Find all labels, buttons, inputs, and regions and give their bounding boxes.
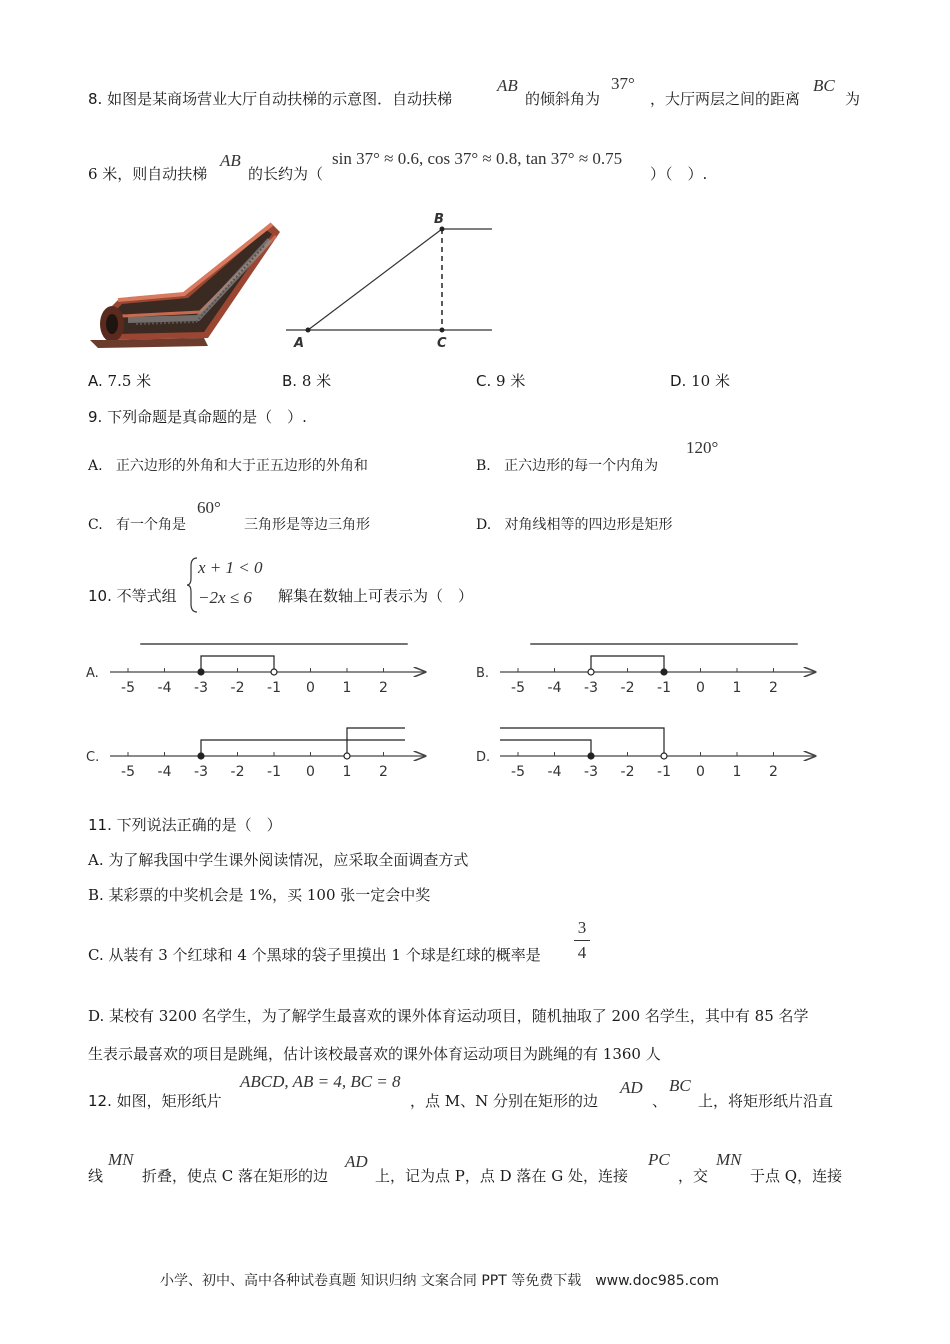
q12-math-ad: AD: [620, 1078, 643, 1097]
q12-math-ad: AD: [345, 1152, 368, 1171]
q12-text: 上，记为点 P，点 D 落在 G 处，连接: [375, 1167, 628, 1185]
inequality-2: −2x ≤ 6: [198, 588, 252, 607]
label-a: A: [294, 336, 305, 351]
q8-option-b[interactable]: B. 8 米: [282, 372, 332, 390]
number-line-letter[interactable]: A.: [86, 666, 99, 681]
tick-label: 1: [732, 764, 742, 780]
tick-label: 1: [732, 680, 742, 696]
q12-math-pc: PC: [648, 1150, 670, 1169]
tick-label: -3: [584, 680, 598, 696]
tick-label: 2: [379, 680, 388, 696]
label-b: B: [434, 212, 444, 227]
q11-number: 11.: [88, 816, 112, 834]
tick-label: 2: [379, 764, 388, 780]
q9-option-c-text: 三角形是等边三角形: [244, 517, 370, 533]
tick-label: -5: [121, 680, 135, 696]
q10-stem: 10. 不等式组: [88, 587, 177, 605]
q8-math-ab: AB: [497, 76, 518, 95]
q12-math-rect: ABCD, AB = 4, BC = 8: [240, 1072, 401, 1091]
q11-option-d-cont: 生表示最喜欢的项目是跳绳，估计该校最喜欢的课外体育运动项目为跳绳的有 1360 人: [88, 1045, 661, 1063]
q9-math-60: 60°: [197, 498, 221, 517]
point-a: [306, 328, 311, 333]
label-c: C: [437, 336, 447, 351]
q9-option-b[interactable]: B. 正六边形的每一个内角为: [476, 458, 659, 474]
number-line-b: [476, 644, 815, 696]
q12-number: 12.: [88, 1092, 112, 1110]
q10-number: 10.: [88, 587, 112, 605]
tick-label: 0: [306, 764, 315, 780]
inequality-1: x + 1 < 0: [198, 558, 263, 577]
q9-math-120: 120°: [686, 438, 719, 457]
q12-math-bc: BC: [669, 1076, 691, 1095]
tick-label: -5: [511, 680, 525, 696]
q9-option-a[interactable]: A. 正六边形的外角和大于正五边形的外角和: [88, 458, 368, 474]
q8-text: 如图是某商场营业大厅自动扶梯的示意图．自动扶梯: [107, 90, 453, 108]
footer-ad[interactable]: 小学、初中、高中各种试卷真题 知识归纳 文案合同 PPT 等免费下载 www.doc985.com: [160, 1273, 719, 1289]
q8-option-a[interactable]: A. 7.5 米: [88, 372, 152, 390]
q12-line1: 12. 如图，矩形纸片: [88, 1092, 222, 1110]
number-line-a: [86, 644, 425, 696]
q11-option-d[interactable]: D. 某校有 3200 名学生，为了解学生最喜欢的课外体育运动项目，随机抽取了 200 名学生，其中有 85 名学: [88, 1007, 809, 1025]
q8-math-angle: 37°: [611, 74, 635, 93]
q9-stem: 9. 下列命题是真命题的是（ ）.: [88, 408, 307, 426]
q8-text: ，大厅两层之间的距离: [650, 90, 801, 108]
q8-text: ）（ ）.: [650, 165, 708, 183]
q12-text: ，点 M、N 分别在矩形的边: [410, 1092, 599, 1110]
tick-label: -4: [547, 764, 562, 780]
q12-math-mn: MN: [716, 1150, 742, 1169]
tick-label: -2: [230, 680, 245, 696]
number-line-letter[interactable]: B.: [476, 666, 490, 681]
q8-triangle-diagram: [284, 205, 494, 355]
tick-label: -4: [157, 764, 172, 780]
tick-label: -1: [657, 764, 671, 780]
q9-number: 9.: [88, 408, 103, 426]
q10-number-lines: [80, 636, 840, 786]
tick-label: -3: [584, 764, 598, 780]
q11-option-c[interactable]: C. 从装有 3 个红球和 4 个黑球的袋子里摸出 1 个球是红球的概率是: [88, 946, 541, 964]
q8-option-d[interactable]: D. 10 米: [670, 372, 730, 390]
tick-label: 1: [342, 680, 352, 696]
q12-text: 于点 Q，连接: [750, 1167, 843, 1185]
q8-line1: [88, 88, 452, 109]
tick-label: 2: [769, 680, 778, 696]
tick-label: -5: [121, 764, 135, 780]
tick-label: -2: [620, 680, 635, 696]
q8-option-c[interactable]: C. 9 米: [476, 372, 526, 390]
tick-label: -4: [157, 680, 172, 696]
number-line-letter[interactable]: D.: [476, 750, 491, 765]
tick-label: -2: [620, 764, 635, 780]
tick-label: 1: [342, 764, 352, 780]
q8-text: 为: [845, 90, 861, 108]
q12-text: 上，将矩形纸片沿直: [698, 1092, 834, 1110]
q8-math-bc: BC: [813, 76, 835, 95]
q12-text: ，交: [678, 1167, 709, 1185]
tick-label: 0: [696, 764, 705, 780]
escalator-photo: [88, 220, 284, 350]
tick-label: -1: [657, 680, 671, 696]
tick-label: -1: [267, 764, 281, 780]
tick-label: 0: [696, 680, 705, 696]
q8-text: 的倾斜角为: [525, 90, 601, 108]
q12-text: 、: [652, 1092, 668, 1110]
number-line-letter[interactable]: C.: [86, 750, 100, 765]
tick-label: 2: [769, 764, 778, 780]
point-c: [440, 328, 445, 333]
fraction-3-4: 3 4: [574, 918, 590, 963]
tick-label: -2: [230, 764, 245, 780]
tick-label: -5: [511, 764, 525, 780]
q8-text: 的长约为（: [248, 165, 324, 183]
q8-text: 6 米，则自动扶梯: [88, 165, 208, 183]
q12-text: 线: [88, 1167, 104, 1185]
number-line-d: [476, 728, 815, 780]
q11-option-a[interactable]: A. 为了解我国中学生课外阅读情况，应采取全面调查方式: [88, 851, 469, 869]
point-b: [440, 227, 445, 232]
q8-number: 8.: [88, 90, 103, 108]
tick-label: -3: [194, 764, 208, 780]
q10-text: 解集在数轴上可表示为（ ）: [278, 587, 474, 605]
tick-label: -1: [267, 680, 281, 696]
tick-label: -4: [547, 680, 562, 696]
segment-ab: [308, 229, 442, 330]
tick-label: 0: [306, 680, 315, 696]
q8-math-ab: AB: [220, 151, 241, 170]
q11-option-b[interactable]: B. 某彩票的中奖机会是 1%，买 100 张一定会中奖: [88, 886, 431, 904]
q9-option-d[interactable]: D. 对角线相等的四边形是矩形: [476, 517, 673, 533]
tick-label: -3: [194, 680, 208, 696]
q12-text: 折叠，使点 C 落在矩形的边: [142, 1167, 329, 1185]
q12-math-mn: MN: [108, 1150, 134, 1169]
q11-stem: 11. 下列说法正确的是（ ）: [88, 816, 282, 834]
q9-option-c[interactable]: C. 有一个角是: [88, 517, 187, 533]
q8-trig-hint: sin 37° ≈ 0.6, cos 37° ≈ 0.8, tan 37° ≈ 0.75: [332, 149, 623, 168]
number-line-c: [86, 728, 425, 780]
